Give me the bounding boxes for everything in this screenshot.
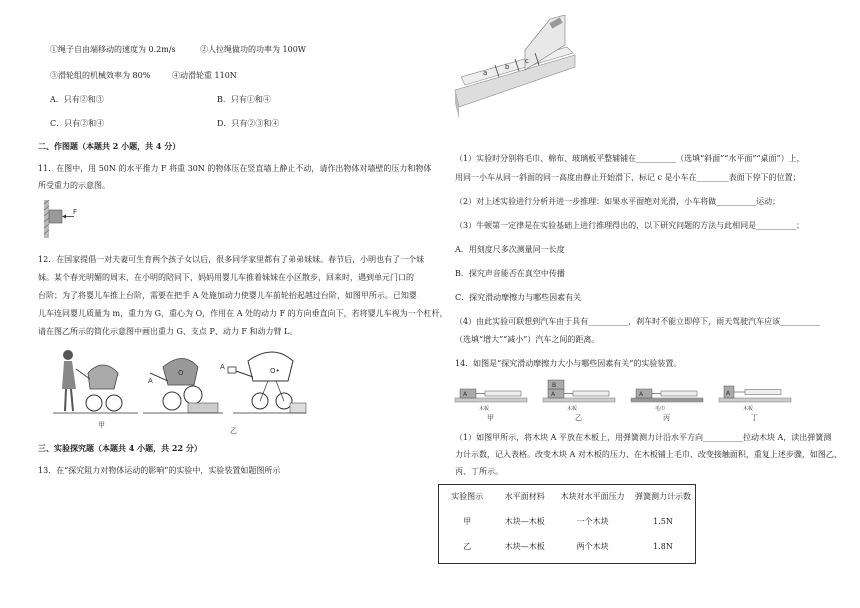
svg-text:毛巾: 毛巾	[655, 406, 666, 412]
section-2-title: 二、作图题（本题共 2 小题，共 4 分）	[38, 141, 181, 151]
table-cell: 1.5N	[653, 517, 673, 526]
table-cell: 一个木块	[576, 517, 609, 526]
simplified-stroller-diagram	[220, 352, 306, 413]
table-header: 弹簧测力计示数	[634, 492, 691, 501]
svg-text:丁: 丁	[751, 414, 758, 422]
table-header: 实验图示	[451, 492, 484, 501]
q13-4-line-1: （4）由此实验可联想到汽车由于具有__________，刹车时不能立即停下，雨天驾驶汽车应该__________	[455, 317, 821, 326]
q14-1-line-1: （1）如图甲所示，将木块 A 平放在木板上，用弹簧测力计沿水平方向__________拉动木块 A，读出弹簧测	[455, 433, 832, 442]
q13-3-option-c[interactable]: C．探究滑动摩擦力与哪些因素有关	[455, 293, 582, 302]
q11-figure	[44, 200, 94, 240]
q13-ramp-figure	[455, 15, 575, 120]
svg-text:木板: 木板	[479, 406, 490, 412]
q10-option-3: ③滑轮组的机械效率为 80%	[50, 71, 151, 80]
q10-choice-a[interactable]: A．只有②和③	[50, 95, 104, 104]
svg-text:O•: O•	[270, 367, 280, 375]
q10-choice-b[interactable]: B．只有①和④	[217, 95, 271, 104]
table-header: 木块对水平面压力	[560, 492, 625, 501]
q11-force-label: F	[73, 208, 78, 216]
q12-text-line-4: 儿车连同婴儿质量为 m，重力为 G，重心为 O，作用在 A 处的动力 F 的方向垂直向下，若将婴儿车视为一个杠杆，	[38, 309, 448, 318]
fig-yi-label: 乙	[230, 427, 237, 435]
svg-text:a: a	[483, 69, 488, 77]
q10-option-4: ④动滑轮重 110N	[172, 71, 237, 80]
table-header: 水平面材料	[504, 492, 545, 501]
stroller-step-illustration	[143, 359, 223, 414]
mother-stroller-illustration	[53, 350, 138, 413]
q10-option-2: ②人拉绳做功的功率为 100W	[200, 45, 307, 54]
q14-friction-figure	[455, 380, 815, 422]
q14-1-line-3: 丙、丁所示。	[455, 467, 503, 476]
q13-4-line-2: （选填“增大”“减小”）汽车之间的距离。	[455, 335, 600, 344]
table-cell: 甲	[463, 517, 472, 526]
setup-bing	[631, 389, 703, 422]
q10-choice-c[interactable]: C．只有②和④	[50, 119, 105, 128]
q12-text-line-3: 台阶；为了将婴儿车推上台阶，需要在把手 A 处施加动力使婴儿车前轮抬起越过台阶，如图甲所示。已知婴	[38, 291, 417, 300]
q13-3-option-b[interactable]: B．探究声音能否在真空中传播	[455, 269, 565, 278]
svg-text:A: A	[148, 377, 153, 385]
svg-text:木板: 木板	[567, 406, 578, 412]
svg-text:丙: 丙	[663, 414, 670, 422]
fig-jia-label: 甲	[98, 421, 105, 429]
table-header-row	[439, 485, 695, 509]
setup-yi	[543, 380, 615, 422]
svg-text:A: A	[463, 391, 468, 398]
q12-text-line-2: 妹。某个春光明媚的周末，在小明的陪同下，妈妈用婴儿车推着妹妹在小区散步，回来时，遇到单元门口的	[38, 273, 414, 282]
svg-text:c: c	[525, 57, 529, 65]
q13-2: （2）对上述实验进行分析并进一步推理：如果水平面绝对光滑，小车将做__________运动；	[455, 197, 781, 206]
q12-text-line-1: 12．在国家提倡一对夫妻可生育两个孩子女以后，很多同学家里都有了弟弟妹妹。春节后，小明也有了一个妹	[38, 255, 425, 264]
svg-text:A: A	[220, 363, 225, 371]
q12-figure	[48, 345, 308, 435]
svg-text:甲: 甲	[487, 414, 494, 422]
q11-text-line-2: 所受重力的示意图。	[38, 181, 110, 190]
q12-text-line-5: 请在图乙所示的简化示意图中画出重力 G、支点 P、动力 F 和动力臂 L。	[38, 327, 298, 336]
table-cell: 木块—木板	[504, 542, 545, 551]
q14-intro: 14．如图是“探究滑动摩擦力大小与哪些因素有关”的实验装置。	[455, 359, 682, 368]
table-row	[439, 535, 695, 559]
q13-1-line-2: 用同一小车从同一斜面的同一高度由静止开始滑下，标记 c 是小车在________表面下停下的位置；	[455, 173, 801, 182]
svg-text:A: A	[551, 391, 556, 398]
table-cell: 乙	[463, 542, 472, 551]
table-cell: 木块—木板	[504, 517, 545, 526]
setup-ding	[719, 386, 791, 422]
svg-text:乙: 乙	[575, 414, 582, 422]
q13-intro: 13．在“探究阻力对物体运动的影响”的实验中，实验装置如题图所示	[38, 466, 281, 475]
setup-jia	[455, 389, 527, 422]
q10-choice-d[interactable]: D．只有②③和④	[217, 119, 280, 128]
q13-1-line-1: （1）实验时分别将毛巾、棉布、玻璃板平整辅铺在__________（选填“斜面”“水平面”“桌面”）上，	[455, 154, 805, 163]
table-cell: 1.8N	[653, 542, 673, 551]
svg-text:b: b	[505, 63, 510, 71]
svg-text:木板: 木板	[743, 406, 754, 412]
table-cell: 两个木块	[576, 542, 609, 551]
svg-text:A: A	[726, 390, 731, 397]
q14-data-table	[438, 484, 696, 564]
q11-text-line-1: 11．在图中，用 50N 的水平推力 F 将重 30N 的物体压在竖直墙上静止不动，请作出物体对墙壁的压力和物体	[38, 164, 432, 173]
q13-3-option-a[interactable]: A．用刻度尺多次测量同一长度	[455, 245, 565, 254]
svg-text:O: O	[178, 369, 184, 377]
table-row	[439, 509, 695, 535]
q10-option-1: ①绳子自由端移动的速度为 0.2m/s	[50, 45, 176, 54]
section-3-title: 三、实验探究题（本题共 4 小题，共 22 分）	[38, 443, 202, 453]
q13-3: （3）牛顿第一定律是在实验基础上进行推理得出的，以下研究问题的方法与此相同是__________；	[455, 221, 805, 230]
svg-text:B: B	[552, 382, 557, 389]
q14-1-line-2: 力计示数，记入表格。改变木块 A 对木板的压力、在木板铺上毛巾、改变接触面积，重复上述步骤，如图乙、	[455, 450, 842, 459]
svg-text:A: A	[639, 391, 644, 398]
